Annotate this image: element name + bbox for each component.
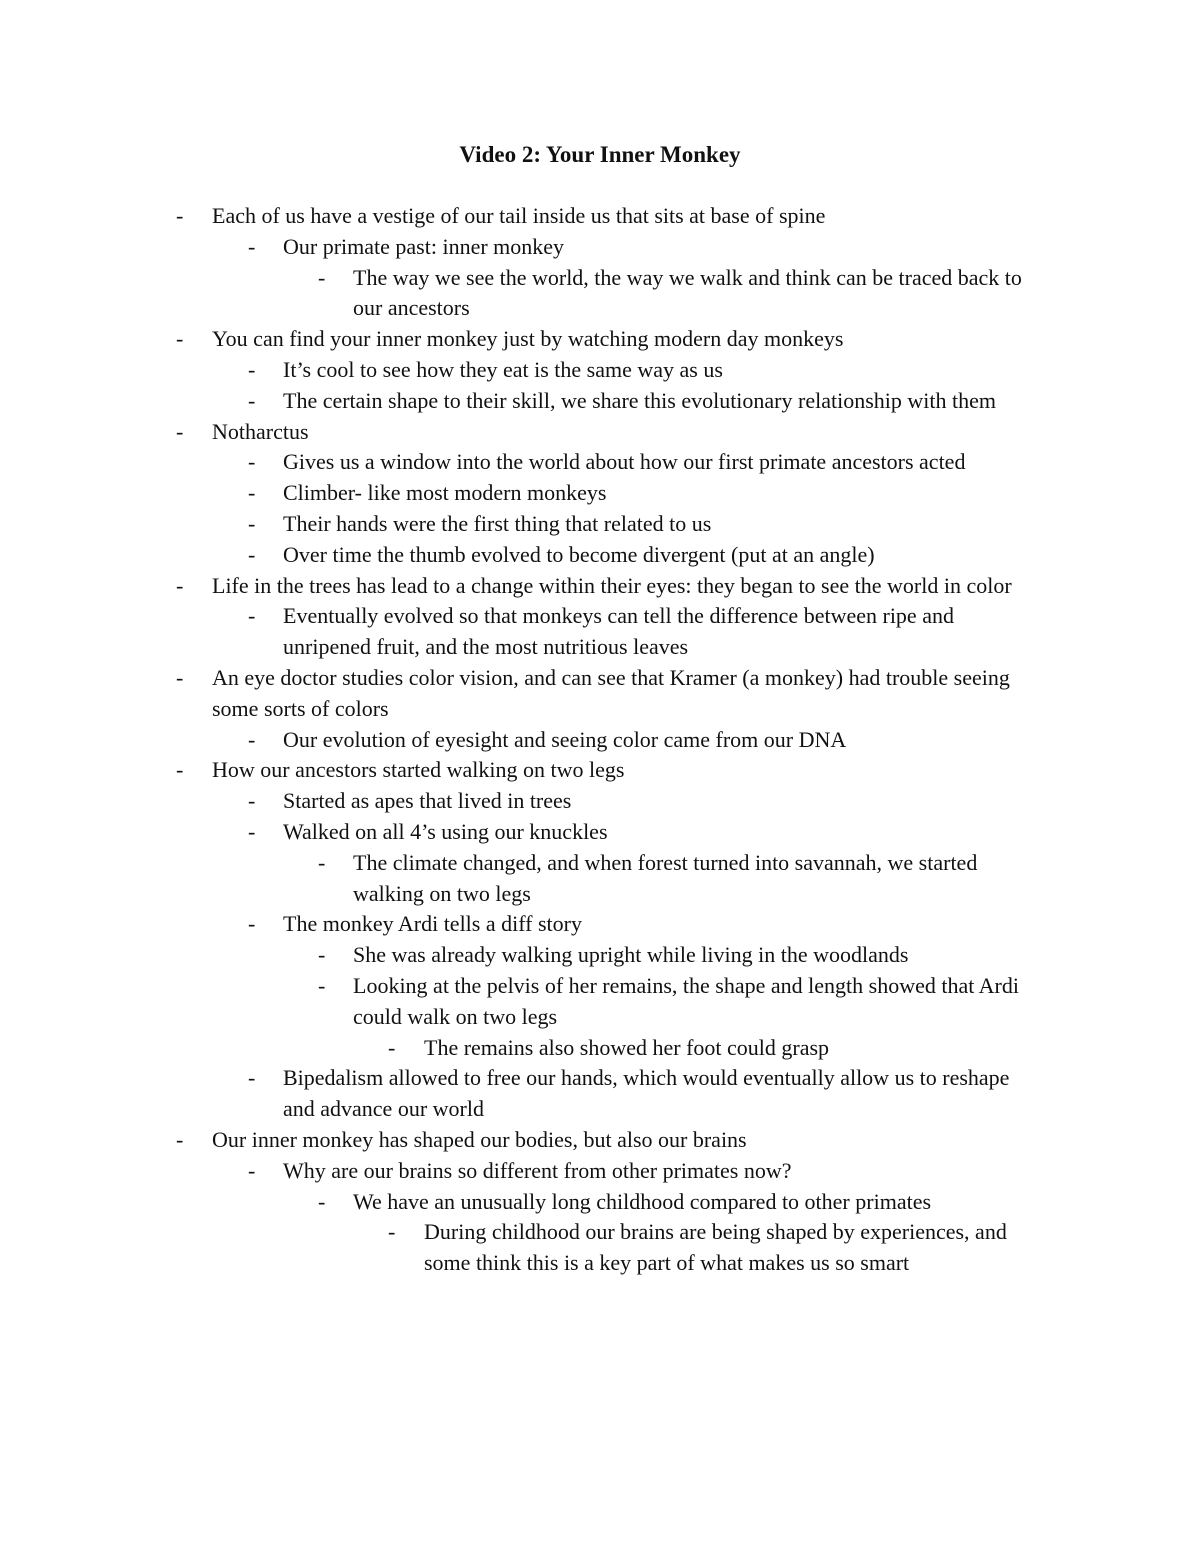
bullet-item [0, 1187, 1200, 1218]
bullet-text: How our ancestors started walking on two legs [212, 757, 625, 783]
bullet-item [0, 447, 1200, 478]
bullet-item [0, 817, 1200, 848]
bullet-text: You can find your inner monkey just by watching modern day monkeys [212, 326, 844, 352]
bullet-text: The monkey Ardi tells a diff story [283, 911, 582, 937]
bullet-item [0, 386, 1200, 417]
bullet-item [0, 1033, 1200, 1064]
bullet-text: We have an unusually long childhood compared to other primates [353, 1188, 932, 1214]
bullet-item [0, 1063, 1200, 1125]
bullet-dash: - [248, 387, 256, 413]
bullet-dash: - [318, 1188, 326, 1214]
bullet-text: Walked on all 4’s using our knuckles [283, 818, 608, 844]
bullet-item [0, 571, 1200, 602]
page-title: Video 2: Your Inner Monkey [459, 142, 741, 167]
bullet-text: Climber- like most modern monkeys [283, 480, 607, 506]
bullet-item [0, 324, 1200, 355]
bullet-text: Their hands were the first thing that related to us [283, 510, 712, 536]
bullet-text: The way we see the world, the way we walk and think can be traced back to our ancestors [353, 264, 1022, 321]
bullet-text: An eye doctor studies color vision, and can see that Kramer (a monkey) had trouble seeing some sorts of colors [212, 664, 1010, 721]
bullet-item [0, 201, 1200, 232]
bullet-dash: - [176, 326, 184, 352]
bullet-text: Eventually evolved so that monkeys can tell the difference between ripe and unripened fruit, and the most nutritious leaves [283, 603, 954, 660]
bullet-text: Our primate past: inner monkey [283, 233, 565, 259]
bullet-text: During childhood our brains are being shaped by experiences, and some think this is a key part of what makes us so smart [424, 1219, 1007, 1276]
bullet-dash: - [176, 203, 184, 228]
bullet-dash: - [248, 541, 256, 567]
bullet-item [0, 263, 1200, 325]
bullet-text: She was already walking upright while living in the woodlands [353, 942, 909, 968]
bullet-text: Each of us have a vestige of our tail inside us that sits at base of spine [212, 203, 826, 228]
bullet-dash: - [318, 849, 326, 875]
bullet-item [0, 509, 1200, 540]
bullet-dash: - [248, 356, 256, 382]
bullet-text: Gives us a window into the world about how our first primate ancestors acted [283, 449, 966, 475]
bullet-dash: - [318, 942, 326, 968]
bullet-dash: - [388, 1034, 396, 1060]
bullet-text: The climate changed, and when forest turned into savannah, we started walking on two legs [353, 849, 978, 906]
bullet-dash: - [176, 418, 184, 444]
bullet-dash: - [248, 1157, 256, 1183]
bullet-dash: - [176, 757, 184, 783]
bullet-text: The remains also showed her foot could grasp [424, 1034, 830, 1060]
bullet-dash: - [248, 818, 256, 844]
bullet-item [0, 755, 1200, 786]
bullet-item [0, 848, 1200, 910]
bullet-item [0, 663, 1200, 725]
bullet-text: It’s cool to see how they eat is the same way as us [283, 356, 723, 382]
bullet-dash: - [248, 480, 256, 506]
bullet-dash: - [248, 911, 256, 937]
bullet-item [0, 355, 1200, 386]
bullet-dash: - [248, 726, 256, 752]
bullet-item [0, 1125, 1200, 1156]
bullet-text: Over time the thumb evolved to become divergent (put at an angle) [283, 541, 875, 567]
bullet-text: Notharctus [212, 418, 309, 444]
bullet-dash: - [248, 510, 256, 536]
bullet-list [0, 201, 1200, 1279]
bullet-dash: - [248, 603, 256, 629]
bullet-dash: - [248, 449, 256, 475]
bullet-dash: - [176, 1126, 184, 1152]
bullet-dash: - [248, 233, 256, 259]
bullet-text: Why are our brains so different from other primates now? [283, 1157, 792, 1183]
bullet-item [0, 478, 1200, 509]
bullet-item [0, 232, 1200, 263]
bullet-text: Our evolution of eyesight and seeing color came from our DNA [283, 726, 847, 752]
bullet-item [0, 1217, 1200, 1279]
bullet-text: Looking at the pelvis of her remains, the shape and length showed that Ardi could walk on two legs [353, 972, 1019, 1029]
bullet-item [0, 786, 1200, 817]
bullet-text: Bipedalism allowed to free our hands, which would eventually allow us to reshape and advance our world [283, 1065, 1010, 1122]
bullet-dash: - [176, 664, 184, 690]
bullet-dash: - [248, 788, 256, 814]
bullet-text: The certain shape to their skill, we share this evolutionary relationship with them [283, 387, 996, 413]
bullet-text: Started as apes that lived in trees [283, 788, 572, 814]
bullet-dash: - [318, 264, 326, 290]
bullet-text: Our inner monkey has shaped our bodies, but also our brains [212, 1126, 747, 1152]
bullet-item [0, 1156, 1200, 1187]
bullet-dash: - [248, 1065, 256, 1091]
bullet-item [0, 601, 1200, 663]
bullet-item [0, 417, 1200, 448]
bullet-item [0, 909, 1200, 940]
bullet-dash: - [176, 572, 184, 598]
bullet-item [0, 971, 1200, 1033]
bullet-item [0, 540, 1200, 571]
bullet-dash: - [388, 1219, 396, 1245]
bullet-dash: - [318, 972, 326, 998]
bullet-item [0, 725, 1200, 756]
bullet-item [0, 940, 1200, 971]
bullet-text: Life in the trees has lead to a change within their eyes: they began to see the world in color [212, 572, 1012, 598]
